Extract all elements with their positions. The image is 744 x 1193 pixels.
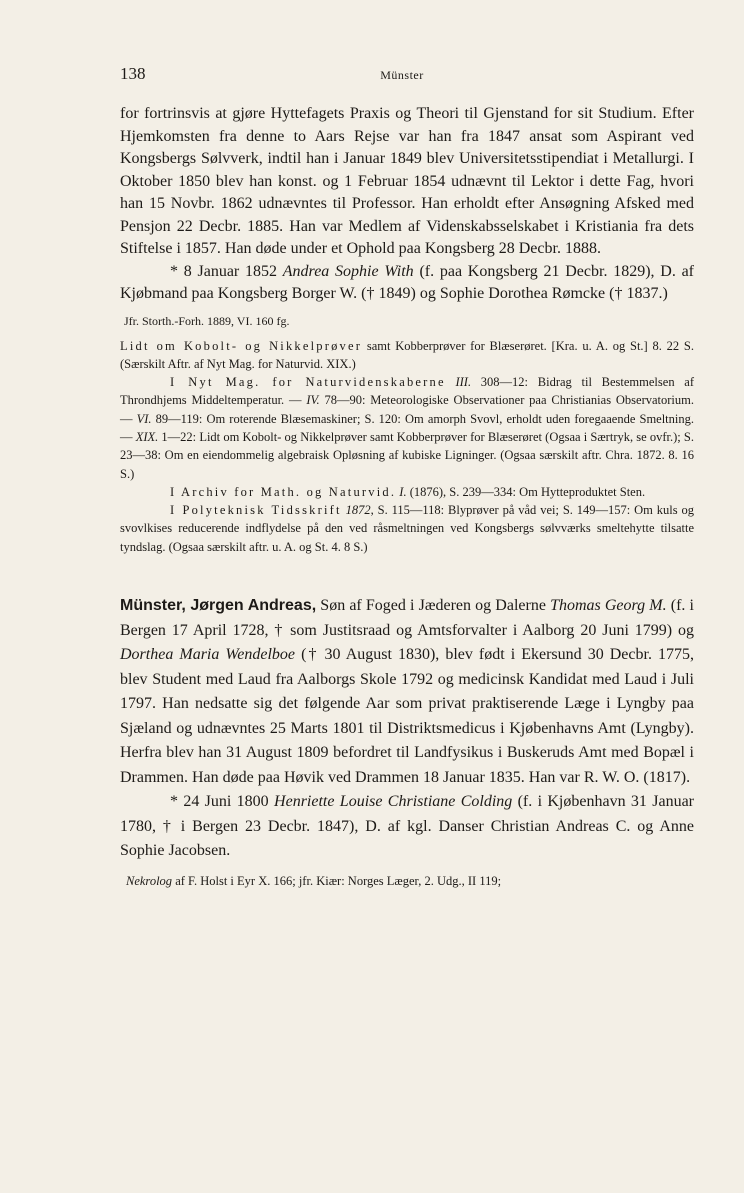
bibliography xyxy=(120,337,694,557)
entry-gap xyxy=(120,556,694,594)
spouse-name: Andrea Sophie With xyxy=(282,262,414,280)
nekrolog-text: af F. Holst i Eyr X. 166; jfr. Kiær: Norges Læger, 2. Udg., II 119; xyxy=(172,873,502,888)
paragraph-marriage xyxy=(120,261,694,306)
father-name: Thomas Georg M. xyxy=(550,597,667,615)
bibliography-text: samt Kobberprøver for Blæserøret. [Kra. u. A. og St.] 8. 22 S. (Særskilt Aftr. af Nyt Mag. for Naturvid. XIX.) xyxy=(120,338,694,371)
bibliography-text: (1876), S. 239—334: Om Hytteproduktet Sten. xyxy=(406,484,646,499)
entry-headword: Münster, Jørgen Andreas, xyxy=(120,597,317,615)
page-header xyxy=(120,64,684,86)
volume-number: VI. xyxy=(136,411,152,426)
volume-number: I. xyxy=(399,484,407,499)
marriage-date: * 24 Juni 1800 xyxy=(170,793,275,811)
entry-text: († 30 August 1830), blev født i Ekersund 30 Decbr. 1775, blev Student med Laud fra Aalborgs Skole 1792 og medicinsk Kandidat med Laud i Juli 1797. Han nedsatte sig det følgende Aar som privat praktiserende Læge i Lyngby paa Sjæland og udnævntes 25 Marts 1801 til Distriktsmedicus i Kjøbenhavns Amt (Lyngby). Herfra blev han 31 August 1809 befordret til Landfysikus i Buskeruds Amt med Bopæl i Drammen. Han døde paa Høvik ved Drammen 18 Januar 1835. Han var R. W. O. (1817). xyxy=(120,646,694,786)
entry-text: (f. i Bergen 17 April 1728, † som Justitsraad og Amtsforvalter i Aalborg 20 Juni 1799) og xyxy=(120,597,694,639)
bibliography-text xyxy=(446,375,456,389)
reference-line: Jfr. Storth.-Forh. 1889, VI. 160 fg. xyxy=(124,313,290,328)
paragraph-marriage-2 xyxy=(120,790,694,864)
marriage-details: (f. i Kjøbenhavn 31 Januar 1780, † i Bergen 23 Decbr. 1847), D. af kgl. Danser Christian Andreas C. og Anne Sophie Jacobsen. xyxy=(120,793,695,860)
volume-number: IV. xyxy=(306,393,320,408)
page-body xyxy=(120,103,694,890)
bibliography-title: I Polyteknisk Tidsskrift xyxy=(170,503,342,518)
entry-munster-jorgen-andreas xyxy=(120,594,694,790)
volume-year: 1872 xyxy=(345,503,371,518)
running-head: Münster xyxy=(380,68,424,82)
page-number: 138 xyxy=(120,64,146,83)
bibliography-text: 1—22: Lidt om Kobolt- og Nikkelprøver samt Kobberprøver for Blæserøret (Ogsaa i Særtryk, se ovfr.); S. 23—38: Om en eiendommelig algebraisk Opløsning af kubiske Ligninger. (Ogsaa særskilt aftr. Chra. 1872. 8. 16 S.) xyxy=(120,429,695,481)
bibliography-item xyxy=(120,373,694,483)
bibliography-title: I Archiv for Math. og Naturvid. xyxy=(170,484,397,499)
spouse-name: Henriette Louise Christiane Colding xyxy=(274,793,513,811)
marriage-date: * 8 Januar 1852 xyxy=(170,262,283,280)
marriage-details: (f. paa Kongsberg 21 Decbr. 1829), D. af Kjøbmand paa Kongsberg Borger W. († 1849) og Sophie Dorothea Rømcke († 1837.) xyxy=(120,262,695,302)
nekrolog-label: Nekrolog xyxy=(126,873,173,888)
volume-number: III. xyxy=(455,375,472,390)
paragraph-biography-continued: for fortrinsvis at gjøre Hyttefagets Praxis og Theori til Gjenstand for sit Studium. Efter Hjemkomsten fra denne to Aars Rejse var han fra 1847 ansat som Aspirant ved Kongsbergs Sølvverk, indtil han i Januar 1849 blev Universitetsstipendiat i Metallurgi. I Oktober 1850 blev han konst. og 1 Februar 1854 udnævnt til Lektor i dette Fag, hvori han 15 Novbr. 1862 udnævntes til Professor. Han erholdt efter Ansøgning Afsked med Pensjon 22 Decbr. 1885. Han var Medlem af Videnskabsselskabet i Kristiania fra dets Stiftelse i 1857. Han døde under et Ophold paa Kongsberg 28 Decbr. 1888. xyxy=(120,105,694,257)
bibliography-title: Lidt om Kobolt- og Nikkelprøver xyxy=(120,338,363,353)
entry-text: Søn af Foged i Jæderen og Dalerne xyxy=(316,597,551,615)
bibliography-title: I Nyt Mag. for Naturvidenskaberne xyxy=(170,375,446,390)
mother-name: Dorthea Maria Wendelboe xyxy=(120,646,296,664)
bibliography-text: 89—119: Om roterende Blæsemaskiner; S. 120: Om amorph Svovl, erholdt uden foregaaende Smeltning. — xyxy=(120,411,695,444)
volume-number: XIX. xyxy=(135,429,159,444)
bibliography-item xyxy=(120,501,694,556)
nekrolog-reference xyxy=(126,872,694,890)
bibliography-text: 78—90: Meteorologiske Observationer paa Christianias Observatorium. — xyxy=(120,393,695,426)
bibliography-item xyxy=(120,337,694,374)
bibliography-item xyxy=(120,483,694,501)
bibliography-text: , S. 115—118: Blyprøver på våd vei; S. 149—157: Om kuls og svovlkises reducerende indflydelse på den ved råsmeltningen ved Kongsbergs sølvværks smeltehytte tilsatte tyndslag. (Ogsaa særskilt aftr. u. A. og St. 4. 8 S.) xyxy=(120,503,694,554)
bibliography-text: 308—12: Bidrag til Bestemmelsen af Throndhjems Middeltemperatur. — xyxy=(120,375,695,408)
